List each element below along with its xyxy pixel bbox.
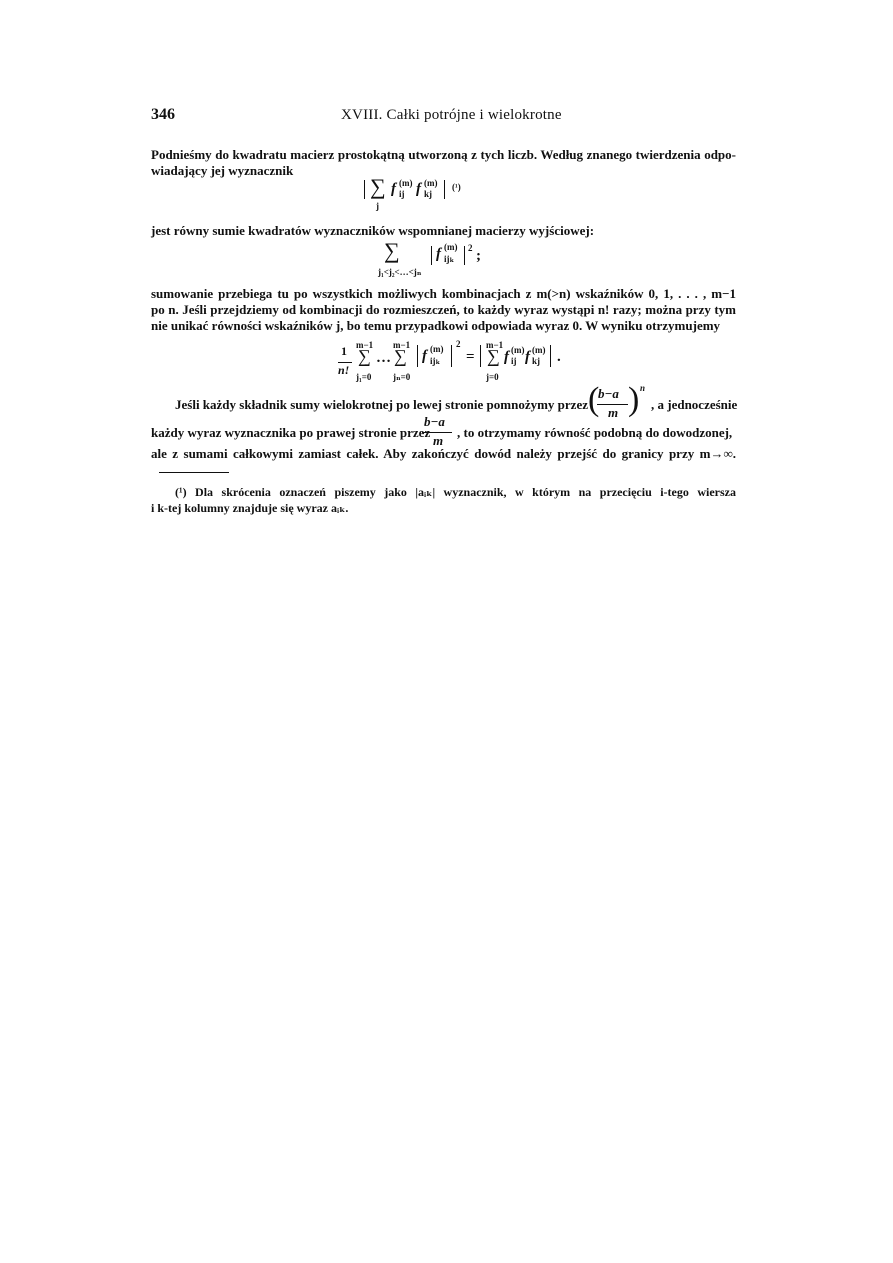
determinant-formula — [364, 176, 524, 216]
abs-right-bar — [464, 246, 465, 265]
page-header — [151, 106, 741, 128]
subscript: ijₖ — [444, 254, 455, 264]
abs-left-bar — [417, 345, 418, 367]
sum-symbol: ∑ — [370, 174, 386, 199]
paragraph-3-line-1: sumowanie przebiega tu po wszystkich możliwych kombinacjach z m(>n) wskaźników 0, 1, . . . , m−1 — [151, 286, 736, 301]
sum-lower-limit: jₙ=0 — [393, 372, 411, 382]
sum-lower-limit: j₁=0 — [356, 372, 372, 382]
superscript: (m) — [424, 178, 438, 188]
sum-symbol: ∑ — [384, 238, 400, 263]
footnote-reference: (¹) — [452, 182, 461, 192]
sum-of-squares-formula — [378, 240, 538, 282]
subscript: ijₖ — [430, 356, 441, 366]
superscript: (m) — [399, 178, 413, 188]
sum-index: j — [376, 201, 379, 211]
power-fraction — [588, 383, 648, 425]
f-symbol: f — [416, 181, 421, 197]
subscript: kj — [532, 356, 541, 366]
running-head: XVIII. Całki potrójne i wielokrotne — [341, 107, 562, 123]
sum-upper-limit: m−1 — [356, 340, 374, 350]
determinant-left-bar — [480, 345, 481, 367]
fraction-denominator: m — [433, 433, 444, 448]
paragraph-2-line-1: jest równy sumie kwadratów wyznaczników wspomnianej macierzy wyjściowej: — [151, 223, 595, 238]
period: . — [557, 349, 561, 365]
abs-right-bar — [451, 345, 452, 367]
paragraph-1-line-1: Podnieśmy do kwadratu macierz prostokątną utworzoną z tych liczb. Według znanego twierdzenia odpo- — [151, 147, 736, 162]
semicolon: ; — [476, 248, 481, 264]
sum-upper-limit: m−1 — [486, 340, 504, 350]
f-symbol: f — [504, 349, 509, 365]
f-symbol: f — [525, 349, 530, 365]
determinant-right-bar — [550, 345, 551, 367]
footnote-line-1: (¹) Dla skrócenia oznaczeń piszemy jako |aᵢₖ| wyznacznik, w którym na przecięciu i-tego wiersza — [175, 485, 736, 499]
sum-symbol: ∑ — [358, 346, 371, 366]
fraction-numerator: b−a — [424, 414, 445, 429]
ellipsis: … — [376, 350, 391, 366]
paragraph-4-line-2a: każdy wyraz wyznacznika po prawej stronie przez — [151, 425, 431, 440]
sum-symbol: ∑ — [394, 346, 407, 366]
f-symbol: f — [422, 348, 427, 364]
page-number: 346 — [151, 106, 175, 123]
power: 2 — [456, 339, 461, 349]
abs-left-bar — [431, 246, 432, 265]
superscript: (m) — [532, 345, 546, 355]
superscript: (m) — [430, 344, 444, 354]
main-identity-formula — [338, 338, 568, 388]
sum-symbol: ∑ — [487, 346, 500, 366]
footnote-separator — [159, 472, 229, 473]
right-paren: ) — [628, 381, 640, 418]
f-symbol: f — [436, 246, 441, 262]
footnote-line-2: i k-tej kolumny znajduje się wyraz aᵢₖ. — [151, 501, 349, 515]
power: 2 — [468, 243, 473, 253]
subscript: kj — [424, 189, 433, 199]
paragraph-4-line-3: ale z sumami całkowymi zamiast całek. Aby zakończyć dowód należy przejść do granicy przy m→∞. — [151, 446, 736, 461]
paragraph-4-line-1a: Jeśli każdy składnik sumy wielokrotnej po lewej stronie pomnożymy przez — [175, 397, 588, 412]
fraction-denominator: m — [608, 405, 619, 420]
superscript: (m) — [444, 242, 458, 252]
power: n — [640, 383, 646, 393]
paragraph-4-line-2b: , to otrzymamy równość podobną do dowodzonej, — [457, 425, 733, 440]
sum-upper-limit: m−1 — [393, 340, 411, 350]
fraction-numerator: 1 — [341, 344, 347, 358]
determinant-left-bar — [364, 180, 365, 199]
paragraph-4-line-1b: , a jednocześnie — [651, 397, 738, 412]
paragraph-1-line-2: wiadający jej wyznacznik — [151, 163, 294, 178]
fraction-denominator: n! — [338, 363, 350, 377]
sum-index: j₁<j₂<…<jₙ — [378, 267, 422, 277]
subscript: ij — [399, 189, 405, 199]
paragraph-3-line-3: nie unikać równości wskaźników j, bo temu przypadkowi odpowiada wyraz 0. W wyniku otrzymujemy — [151, 318, 721, 333]
sum-lower-limit: j=0 — [486, 372, 499, 382]
superscript: (m) — [511, 345, 525, 355]
fraction-numerator: b−a — [598, 386, 619, 401]
f-symbol: f — [391, 181, 396, 197]
subscript: ij — [511, 356, 517, 366]
left-paren: ( — [588, 381, 600, 418]
equals-sign: = — [466, 349, 475, 365]
determinant-right-bar — [444, 180, 445, 199]
paragraph-3-line-2: po n. Jeśli przejdziemy od kombinacji do rozmieszczeń, to każdy wyraz wystąpi n! razy; można przy tym — [151, 302, 736, 317]
